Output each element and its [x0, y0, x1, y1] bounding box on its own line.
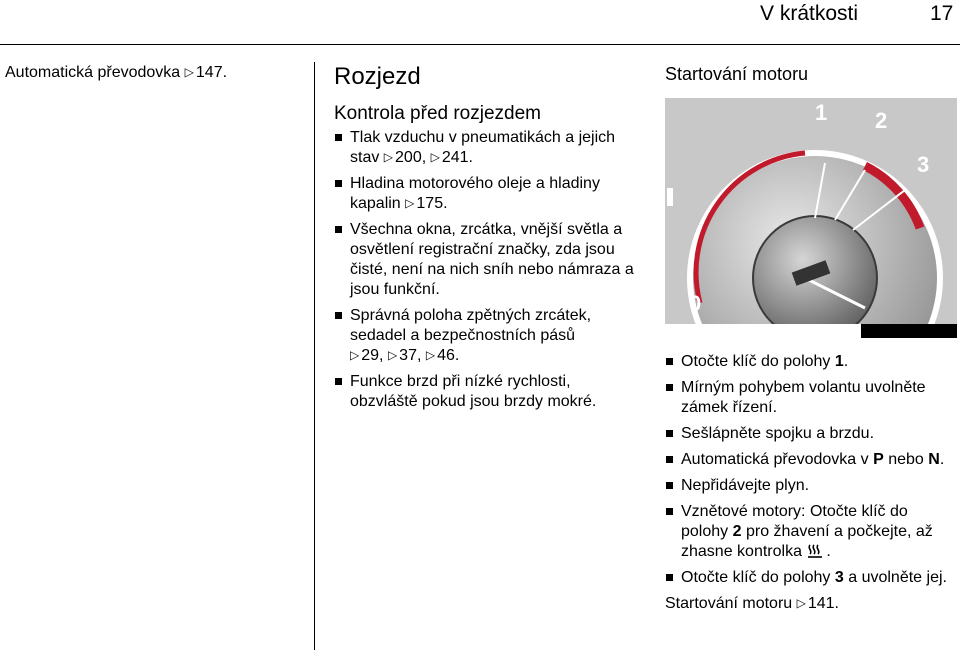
ref-page-link[interactable]: 46.: [437, 347, 460, 364]
bullet-icon: [335, 180, 342, 187]
bullet-icon: [666, 456, 673, 463]
ref-arrow-icon: ▷: [350, 348, 360, 362]
list-item: Vznětové motory: Otočte klíč do polohy 2 pro žhavení a počkejte, až zhasne kontrolka .: [665, 502, 957, 562]
middle-column: [334, 62, 634, 418]
right-column: [665, 62, 957, 614]
list-item: Otočte klíč do polohy 3 a uvolněte jej.: [665, 568, 957, 588]
position-3-label: 3: [917, 152, 930, 177]
ref-arrow-icon: ▷: [425, 348, 436, 362]
position-0-label: 0: [689, 291, 702, 316]
list-item: Nepřidávejte plyn.: [665, 476, 957, 496]
bullet-icon: [335, 378, 342, 385]
bullet-icon: [666, 482, 673, 489]
page-header-title: V krátkosti: [760, 2, 859, 25]
list-item: Tlak vzduchu v pneumatikách a jejich stav ▷ 200, ▷ 241.: [334, 128, 634, 168]
ref-page-link[interactable]: 200,: [395, 149, 427, 166]
ignition-diagram: [665, 98, 957, 338]
bullet-icon: [666, 508, 673, 515]
footer-reference: Startování motoru ▷ 141.: [665, 595, 839, 612]
ref-arrow-icon: ▷: [387, 348, 398, 362]
bullet-icon: [666, 430, 673, 437]
ref-arrow-icon: ▷: [796, 596, 806, 610]
position-2-label: 2: [875, 108, 888, 133]
bullet-icon: [335, 312, 342, 319]
section-title: Startování motoru: [665, 64, 809, 84]
left-column: [5, 62, 227, 84]
list-item: Otočte klíč do polohy 1.: [665, 352, 957, 372]
section-title: Rozjezd: [334, 63, 421, 90]
bullet-icon: [666, 358, 673, 365]
header-divider: [0, 44, 960, 45]
list-item: Hladina motorového oleje a hladiny kapalin ▷ 175.: [334, 174, 634, 214]
bullet-icon: [335, 226, 342, 233]
list-item: Automatická převodovka v P nebo N.: [665, 450, 957, 470]
ref-page-link[interactable]: 37,: [399, 347, 422, 364]
ref-arrow-icon: ▷: [383, 150, 394, 164]
start-steps: [665, 352, 957, 588]
list-item: Sešlápněte spojku a brzdu.: [665, 424, 957, 444]
list-item: Funkce brzd při nízké rychlosti, obzvláště pokud jsou brzdy mokré.: [334, 372, 634, 412]
list-item: Mírným pohybem volantu uvolněte zámek řízení.: [665, 378, 957, 418]
page-number: 17: [930, 2, 954, 25]
list-item: Všechna okna, zrcátka, vnější světla a osvětlení registrační značky, zda jsou čisté, není na nich sníh nebo námraza a jsou funkční.: [334, 220, 634, 300]
bullet-icon: [335, 134, 342, 141]
diagram-black-tab: [861, 324, 957, 338]
position-1-label: 1: [815, 100, 828, 125]
ref-page-link[interactable]: 147.: [195, 64, 228, 81]
ref-page-link[interactable]: 141.: [807, 595, 839, 612]
ref-arrow-icon: ▷: [430, 150, 440, 164]
ref-page-link[interactable]: 29,: [361, 347, 384, 364]
bullet-icon: [666, 384, 673, 391]
section-subtitle: Kontrola před rozjezdem: [334, 103, 541, 124]
ref-page-link[interactable]: 175.: [416, 195, 448, 212]
glow-plug-icon: [806, 543, 826, 559]
checklist: [334, 128, 634, 412]
ref-text: Automatická převodovka: [5, 64, 181, 81]
ref-arrow-icon: ▷: [405, 196, 415, 210]
bullet-icon: [666, 574, 673, 581]
column-divider: [314, 62, 315, 650]
diagram-edge-highlight: [667, 188, 673, 206]
list-item: Správná poloha zpětných zrcátek, sedadel a bezpečnostních pásů ▷ 29, ▷ 37, ▷ 46.: [334, 306, 634, 366]
ref-page-link[interactable]: 241.: [441, 149, 473, 166]
ref-arrow-icon: ▷: [184, 65, 194, 79]
